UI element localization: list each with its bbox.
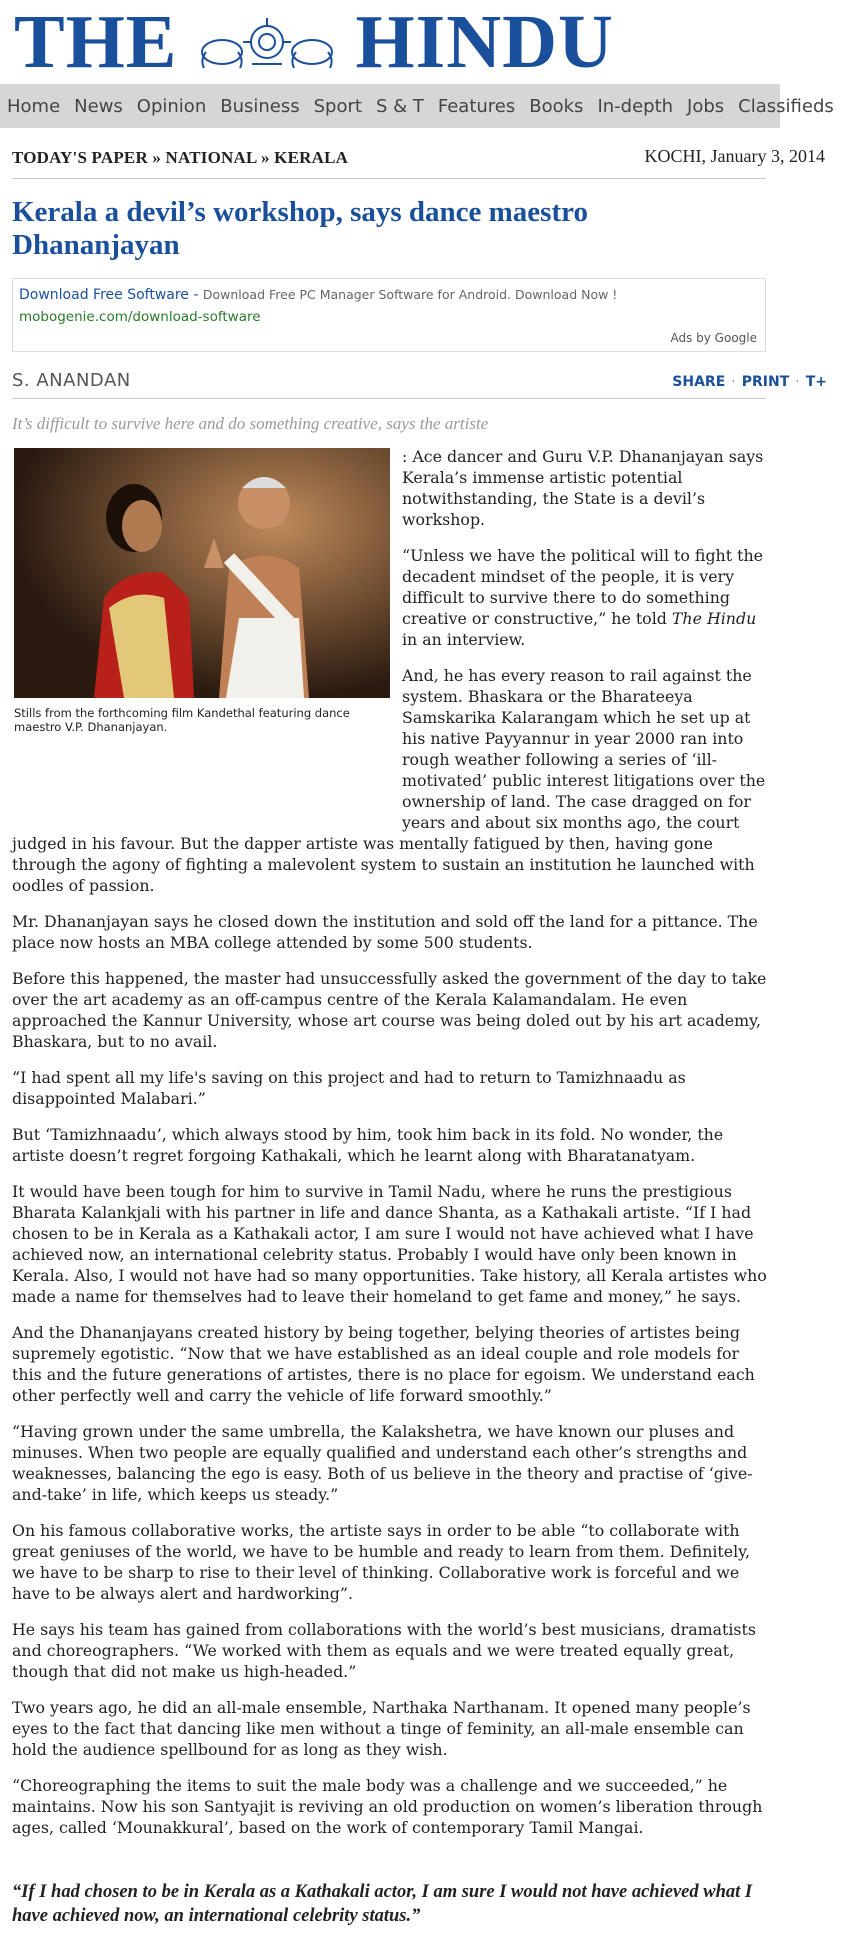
- text-size-button[interactable]: T+: [805, 374, 827, 390]
- paragraph: “Having grown under the same umbrella, the Kalakshetra, we have known our pluses and minuses. When two people are equally qualified and understand each other’s strengths and weaknesses, balancing the ego is easy. Both of us believe in the theory and practise of ‘give-and-take’ in life, which keeps us steady.”: [12, 1422, 753, 1504]
- nav-item-science-tech[interactable]: S & T: [375, 95, 424, 117]
- nav-item-news[interactable]: News: [74, 95, 123, 117]
- paragraph: : Ace dancer and Guru V.P. Dhananjayan says Kerala’s immense artistic potential notwithstanding, the State is a devil’s workshop.: [402, 447, 764, 529]
- nav-item-classifieds[interactable]: Classifieds: [738, 95, 834, 117]
- tool-separator: ·: [731, 374, 736, 390]
- paragraph: “Unless we have the political will to fight the decadent mindset of the people, it is very difficult to survive there to do something creative or constructive,” he told The Hindu in an interview.: [402, 546, 763, 649]
- paragraph: Before this happened, the master had unsuccessfully asked the government of the day to take over the art academy as an off-campus centre of the Kerala Kalamandalam. He even approached the Kannur University, whose art course was being doled out by his art academy, Bhaskara, but to no avail.: [12, 969, 767, 1051]
- article-body: [12, 446, 768, 1853]
- photo-spacer: [12, 446, 402, 828]
- ad-description: Download Free PC Manager Software for Android. Download Now !: [202, 287, 618, 302]
- article-kicker: It’s difficult to survive here and do something creative, says the artiste: [12, 414, 489, 433]
- paragraph: “Choreographing the items to suit the male body was a challenge and we succeeded,” he maintains. Now his son Santyajit is reviving an old production on women’s liberation through ages, called ‘Mounakkural’, based on the work of contemporary Tamil Mangai.: [12, 1776, 763, 1837]
- nav-item-in-depth[interactable]: In-depth: [597, 95, 674, 117]
- nav-item-features[interactable]: Features: [437, 95, 516, 117]
- breadcrumb[interactable]: TODAY'S PAPER » NATIONAL » KERALA: [12, 148, 349, 167]
- paragraph: But ‘Tamizhnaadu’, which always stood by him, took him back in its fold. No wonder, the artiste doesn’t regret forgoing Kathakali, which he learnt along with Bharatanatyam.: [12, 1125, 724, 1165]
- paragraph: Mr. Dhananjayan says he closed down the institution and sold off the land for a pittance. The place now hosts an MBA college attended by some 500 students.: [12, 912, 758, 952]
- main-nav: [0, 84, 834, 128]
- nav-item-books[interactable]: Books: [529, 95, 584, 117]
- adchoice-label[interactable]: Ads by Google: [670, 331, 757, 345]
- tool-separator: ·: [795, 374, 800, 390]
- print-button[interactable]: PRINT: [741, 374, 790, 390]
- share-button[interactable]: SHARE: [672, 374, 726, 390]
- byline: S. ANANDAN: [12, 370, 131, 391]
- nav-item-jobs[interactable]: Jobs: [687, 95, 725, 117]
- nav-item-home[interactable]: Home: [7, 95, 61, 117]
- nav-item-opinion[interactable]: Opinion: [136, 95, 207, 117]
- google-ad[interactable]: [12, 278, 766, 352]
- paragraph: On his famous collaborative works, the artiste says in order to be able “to collaborate with great geniuses of the world, we have to be humble and ready to learn from them. Definitely, we have to be sharp to rise to their level of thinking. Collaborative work is forceful and we have to be always alert and hardworking”.: [12, 1521, 751, 1603]
- photo-caption: Stills from the forthcoming film Kandethal featuring dance maestro V.P. Dhananjayan.: [14, 706, 350, 734]
- ad-url[interactable]: mobogenie.com/download-software: [19, 309, 261, 325]
- logo-word-hindu: HINDU: [355, 0, 614, 84]
- divider: [12, 398, 766, 399]
- article-tools: [672, 374, 827, 390]
- article-headline: Kerala a devil’s workshop, says dance maestro Dhananjayan: [12, 196, 588, 261]
- nav-item-sport[interactable]: Sport: [313, 95, 362, 117]
- masthead: [0, 0, 780, 82]
- paragraph: “I had spent all my life's saving on this project and had to return to Tamizhnaadu as disappointed Malabari.”: [12, 1068, 686, 1108]
- divider: [12, 178, 766, 179]
- paragraph: And, he has every reason to rail against the system. Bhaskara or the Bharateeya Samskarika Kalarangam which he set up at his native Payyannur in year 2000 ran into rough weather following a series of ‘ill-motivated’ public interest litigations over the ownership of land. The case dragged on for years and about six months ago, the court judged in his favour. But the dapper artiste was mentally fatigued by then, having gone through the agony of fighting a malevolent system to sustain an institution he launched with oodles of passion.: [12, 666, 766, 895]
- site-logo[interactable]: [14, 0, 614, 84]
- logo-word-the: THE: [14, 0, 178, 84]
- pull-quote: “If I had chosen to be in Kerala as a Kathakali actor, I am sure I would not have achieved what I have achieved now, an international celebrity status.”: [12, 1882, 753, 1926]
- ad-dash: -: [188, 287, 203, 303]
- nav-item-business[interactable]: Business: [220, 95, 300, 117]
- dateline: KOCHI, January 3, 2014: [644, 146, 825, 166]
- ad-title-link[interactable]: Download Free Software: [19, 287, 189, 303]
- paragraph: Two years ago, he did an all-male ensemble, Narthaka Narthanam. It opened many people’s eyes to the fact that dancing like men without a tinge of feminity, an all-male ensemble can hold the audience spellbound for as long as they wish.: [12, 1698, 751, 1759]
- paragraph: And the Dhananjayans created history by being together, belying theories of artistes being supremely egotistic. “Now that we have established as an ideal couple and role models for this and the future generations of artistes, there is no place for egoism. We understand each other perfectly well and carry the vehicle of life forward smoothly.”: [12, 1323, 755, 1405]
- publication-name: The Hindu: [671, 609, 757, 628]
- paragraph: He says his team has gained from collaborations with the world’s best musicians, dramatists and choreographers. “We worked with them as equals and we were treated equally great, though that did not make us high-headed.”: [12, 1620, 756, 1681]
- paragraph: It would have been tough for him to survive in Tamil Nadu, where he runs the prestigious Bharata Kalankjali with his partner in life and dance Shanta, as a Kathakali artiste. “If I had chosen to be in Kerala as a Kathakali actor, I am sure I would not have achieved what I have achieved now, an international celebrity status. Probably I would have only been known in Kerala. Also, I would not have had so many opportunities. Take history, all Kerala artistes who made a name for themselves had to leave their homeland to get fame and money,” he says.: [12, 1182, 767, 1306]
- emblem-icon: [192, 12, 342, 72]
